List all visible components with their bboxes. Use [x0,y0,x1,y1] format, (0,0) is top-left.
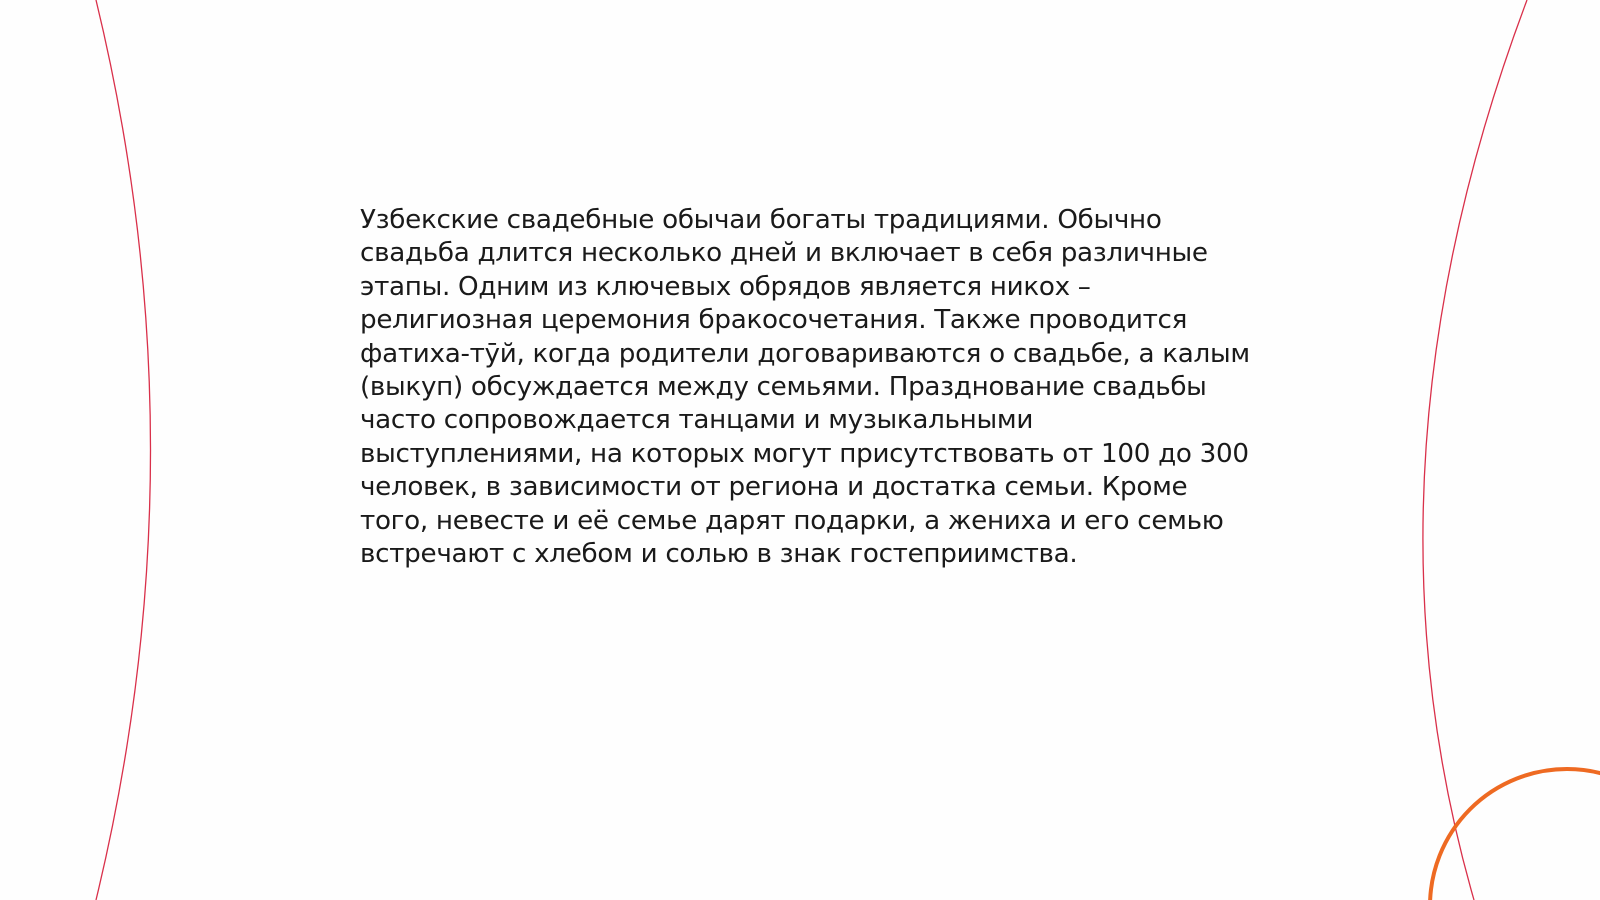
text-line: того, невесте и её семье дарят подарки, а жениха и его семью [360,505,1224,536]
text-line: человек, в зависимости от региона и достатка семьи. Кроме [360,472,1188,503]
text-line: свадьба длится несколько дней и включает в себя различные [360,238,1208,269]
slide-body-text [360,204,1260,571]
text-line: религиозная церемония бракосочетания. Также проводится [360,305,1188,336]
text-line: этапы. Одним из ключевых обрядов является никох – [360,271,1091,302]
text-line: фатиха-тӯй, когда родители договариваются о свадьбе, а калым [360,338,1250,369]
orange-circle-outline [1430,769,1600,900]
text-line: встречают с хлебом и солью в знак гостеприимства. [360,539,1078,570]
text-line: выступлениями, на которых могут присутствовать от 100 до 300 [360,438,1249,469]
right-curve-line [1423,0,1527,900]
text-line: часто сопровождается танцами и музыкальными [360,405,1034,436]
text-line: Узбекские свадебные обычаи богаты традициями. Обычно [360,205,1162,235]
text-line: (выкуп) обсуждается между семьями. Празднование свадьбы [360,372,1207,403]
left-curve-line [96,0,151,900]
